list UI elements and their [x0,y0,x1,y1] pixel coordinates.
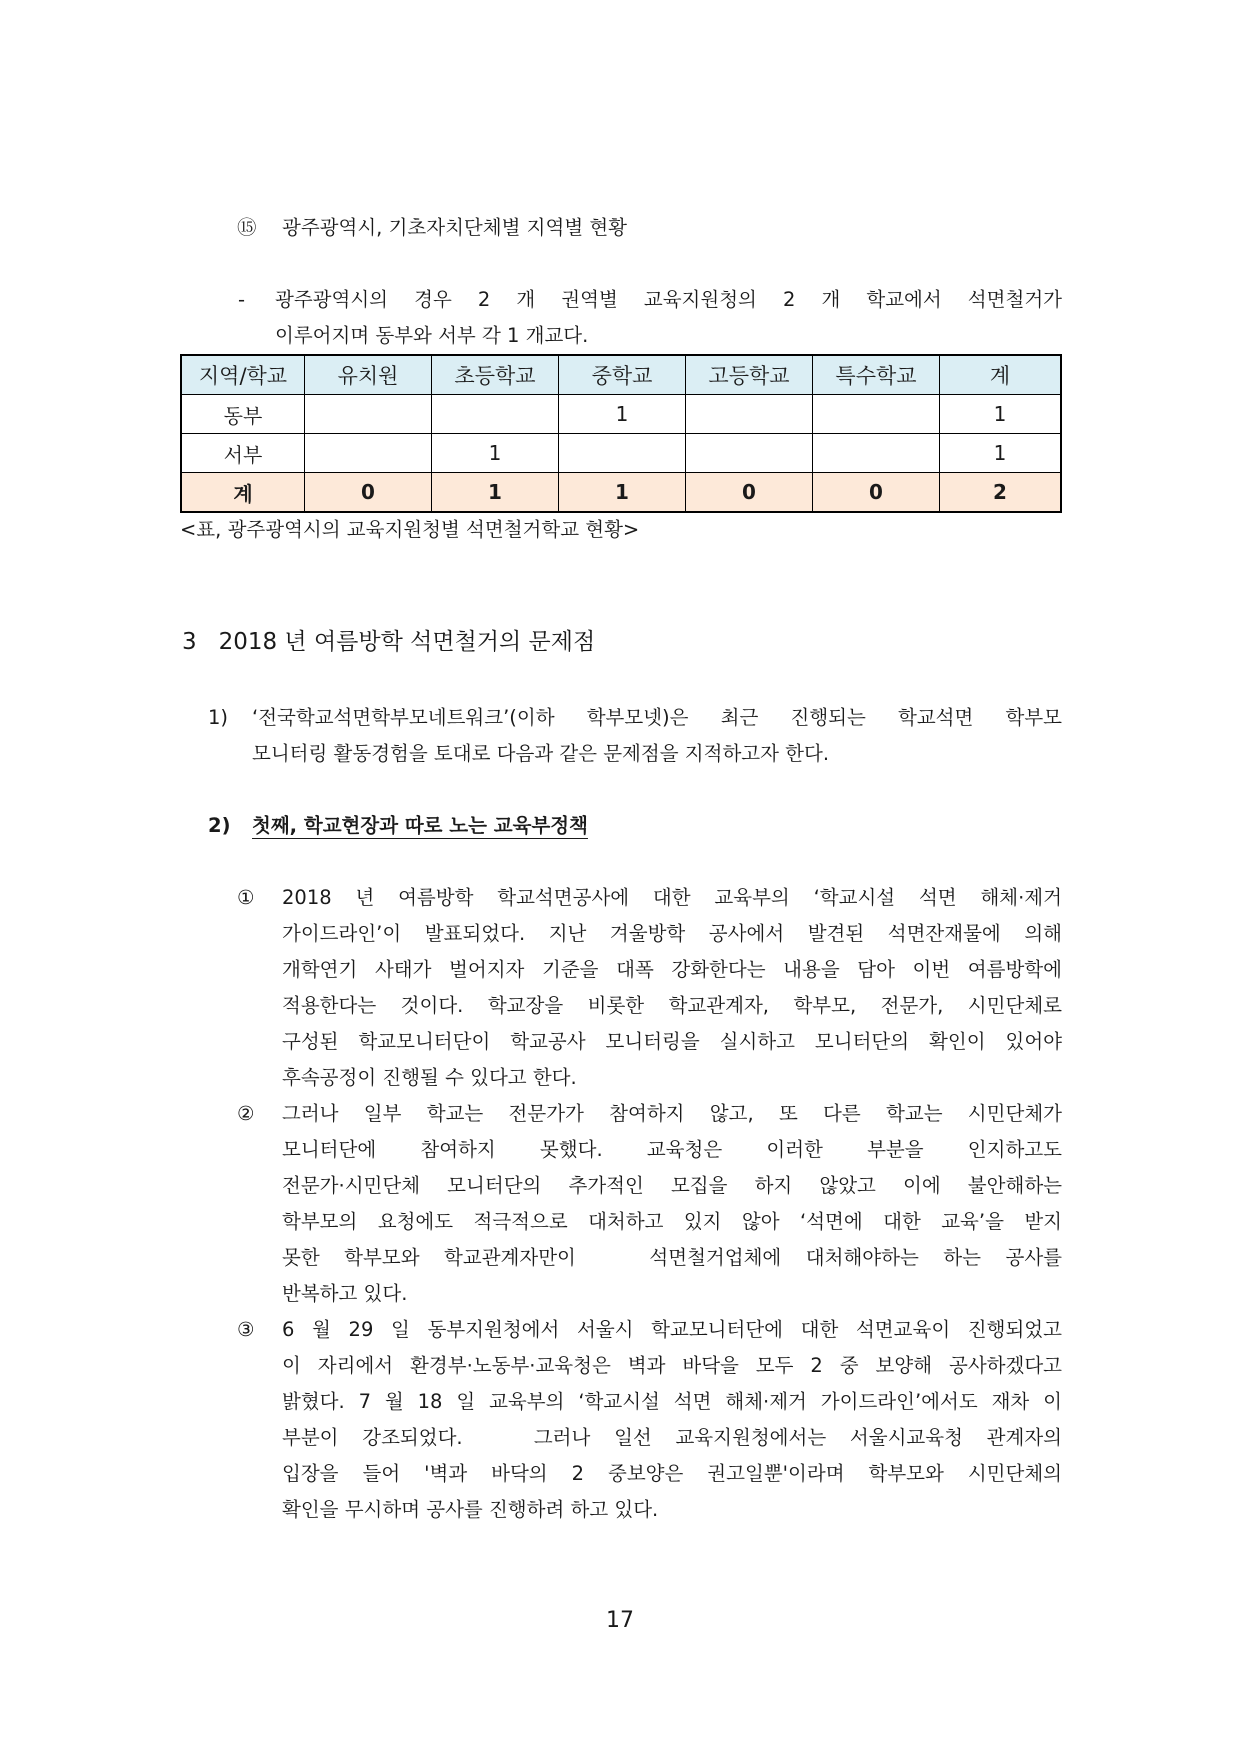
paragraph-3-line: 입장을 들어 '벽과 바닥의 2 중보양은 권고일뿐'이라며 학부모와 시민단체의 [282,1462,1062,1485]
table-cell: 1 [559,473,686,513]
paragraph-2-marker: ② [237,1102,255,1125]
table-header-cell: 유치원 [305,355,432,395]
table-cell: 서부 [181,434,305,473]
table-cell [305,434,432,473]
table-cell: 1 [940,434,1062,473]
paragraph-2-line: 전문가·시민단체 모니터단의 추가적인 모집을 하지 않았고 이에 불안해하는 [282,1174,1062,1197]
paragraph-2-line: 못한 학부모와 학교관계자만이 석면철거업체에 대처해야하는 하는 공사를 [282,1246,1062,1269]
table-header-cell: 지역/학교 [181,355,305,395]
bullet-paragraph [275,282,1062,354]
paragraph-3-line: 이 자리에서 환경부·노동부·교육청은 벽과 바닥을 모두 2 중 보양해 공사하겠다고 [282,1354,1062,1377]
item-1-paragraph [252,700,1062,772]
table-cell: 0 [686,473,813,513]
table-row [181,434,1061,473]
table-cell: 1 [432,434,559,473]
table-cell [686,395,813,434]
paragraph-1-line: 가이드라인’이 발표되었다. 지난 겨울방학 공사에서 발견된 석면잔재물에 의해 [282,922,1062,945]
paragraph-3-line: 확인을 무시하며 공사를 진행하려 하고 있다. [282,1498,659,1521]
table-caption: <표, 광주광역시의 교육지원청별 석면철거학교 현황> [180,518,640,541]
paragraph-3-line: 부분이 강조되었다. 그러나 일선 교육지원청에서는 서울시교육청 관계자의 [282,1426,1062,1449]
paragraph-1-line: 개학연기 사태가 벌어지자 기준을 대폭 강화한다는 내용을 담아 이번 여름방학에 [282,958,1062,981]
table-cell [559,434,686,473]
table-cell: 계 [181,473,305,513]
paragraph-2-line: 반복하고 있다. [282,1282,408,1305]
table-header-cell: 초등학교 [432,355,559,395]
table-cell [686,434,813,473]
paragraph-1 [282,880,1062,1096]
item-1-line: ‘전국학교석면학부모네트워크’(이하 학부모넷)은 최근 진행되는 학교석면 학부모 [252,706,1062,729]
table-cell [813,434,940,473]
table-cell: 0 [813,473,940,513]
table-cell [305,395,432,434]
item-1-marker: 1) [208,706,229,729]
paragraph-2-line: 그러나 일부 학교는 전문가가 참여하지 않고, 또 다른 학교는 시민단체가 [282,1102,1062,1125]
table-header-row [181,355,1061,395]
item-2-marker: 2) [208,814,231,837]
bullet-line: 이루어지며 동부와 서부 각 1 개교다. [275,324,589,347]
table-cell: 0 [305,473,432,513]
table-header-cell: 특수학교 [813,355,940,395]
table-header-cell: 계 [940,355,1062,395]
section-3-heading: 3 2018 년 여름방학 석면철거의 문제점 [182,629,596,655]
table-cell: 동부 [181,395,305,434]
bullet-marker: - [238,288,246,311]
table-row [181,395,1061,434]
paragraph-1-line: 후속공정이 진행될 수 있다고 한다. [282,1066,577,1089]
item-2-title: 첫째, 학교현장과 따로 노는 교육부정책 [252,814,588,837]
table-header-cell: 중학교 [559,355,686,395]
paragraph-3 [282,1312,1062,1528]
table-cell: 1 [432,473,559,513]
paragraph-3-marker: ③ [237,1318,255,1341]
section-15-title: 광주광역시, 기초자치단체별 지역별 현황 [282,216,628,239]
bullet-line: 광주광역시의 경우 2 개 권역별 교육지원청의 2 개 학교에서 석면철거가 [275,288,1062,311]
table-cell: 2 [940,473,1062,513]
table-cell: 1 [559,395,686,434]
paragraph-1-line: 적용한다는 것이다. 학교장을 비롯한 학교관계자, 학부모, 전문가, 시민단체로 [282,994,1062,1017]
paragraph-2-line: 모니터단에 참여하지 못했다. 교육청은 이러한 부분을 인지하고도 [282,1138,1062,1161]
paragraph-3-line: 6 월 29 일 동부지원청에서 서울시 학교모니터단에 대한 석면교육이 진행되었고 [282,1318,1062,1341]
table-total-row [181,473,1061,513]
paragraph-1-line: 구성된 학교모니터단이 학교공사 모니터링을 실시하고 모니터단의 확인이 있어야 [282,1030,1062,1053]
paragraph-2 [282,1096,1062,1312]
table-cell [813,395,940,434]
section-15-marker: ⑮ [237,216,257,239]
paragraph-3-line: 밝혔다. 7 월 18 일 교육부의 ‘학교시설 석면 해체·제거 가이드라인’에서도 재차 이 [282,1390,1062,1413]
table-header-cell: 고등학교 [686,355,813,395]
paragraph-2-line: 학부모의 요청에도 적극적으로 대처하고 있지 않아 ‘석면에 대한 교육’을 받지 [282,1210,1062,1233]
paragraph-1-marker: ① [237,886,255,909]
schools-table [180,354,1062,513]
paragraph-1-line: 2018 년 여름방학 학교석면공사에 대한 교육부의 ‘학교시설 석면 해체·제거 [282,886,1062,909]
page-number: 17 [606,1608,634,1633]
table-cell: 1 [940,395,1062,434]
table-cell [432,395,559,434]
item-1-line: 모니터링 활동경험을 토대로 다음과 같은 문제점을 지적하고자 한다. [252,742,830,765]
